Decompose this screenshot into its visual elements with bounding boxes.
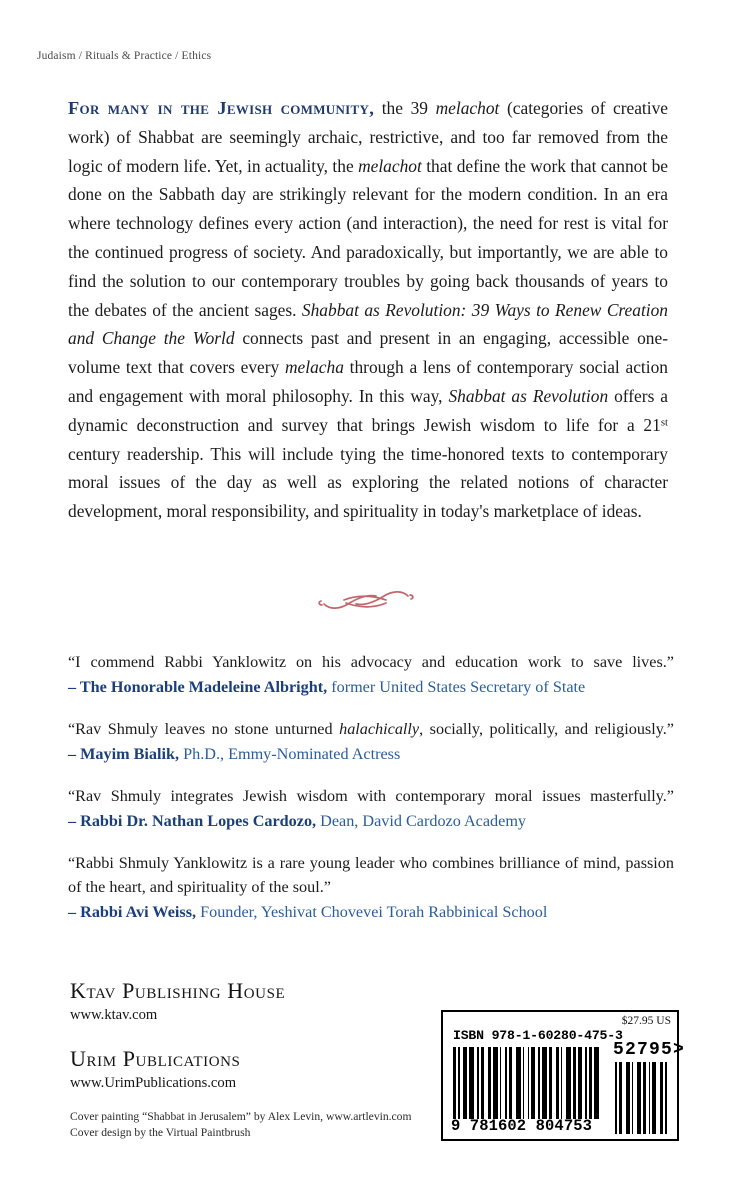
barcode-bar xyxy=(615,1062,617,1134)
credit-line: Cover painting “Shabbat in Jerusalem” by Alex Levin, www.artlevin.com xyxy=(70,1110,412,1123)
endorser-role: former United States Secretary of State xyxy=(327,678,586,696)
endorsement-attribution xyxy=(68,900,674,925)
barcode-bar xyxy=(573,1047,576,1119)
endorsements-list xyxy=(68,650,674,925)
publisher-spacer xyxy=(70,1026,430,1046)
price-label: $27.95 US xyxy=(621,1015,671,1027)
endorser-role: Ph.D., Emmy-Nominated Actress xyxy=(179,745,401,763)
barcode-bar xyxy=(589,1047,592,1119)
endorsement-item xyxy=(68,650,674,700)
endorser-role: Founder, Yeshivat Chovevei Torah Rabbinical School xyxy=(196,903,548,921)
barcode-bar xyxy=(542,1047,547,1119)
publisher-name: Ktav Publishing House xyxy=(70,978,286,1003)
decorative-flourish-icon xyxy=(0,583,732,617)
barcode-bar xyxy=(637,1062,640,1134)
barcode-bar xyxy=(477,1047,478,1119)
barcode-bar xyxy=(509,1047,512,1119)
description-lead-in: For many in the Jewish community, xyxy=(68,98,375,118)
barcode-bar xyxy=(561,1047,562,1119)
barcode-bar xyxy=(523,1047,524,1119)
endorser-name: – Mayim Bialik, xyxy=(68,745,180,763)
publisher-url[interactable]: www.ktav.com xyxy=(70,1007,158,1023)
endorsement-attribution xyxy=(68,742,674,767)
barcode-bar xyxy=(516,1047,521,1119)
publisher-url[interactable]: www.UrimPublications.com xyxy=(70,1075,237,1091)
barcode-bar xyxy=(453,1047,456,1119)
barcode-bar xyxy=(481,1047,484,1119)
barcode-bar xyxy=(458,1047,459,1119)
barcode-bar xyxy=(531,1047,534,1119)
barcode-bar xyxy=(619,1062,622,1134)
barcode-addon-digits: 52795> xyxy=(613,1040,686,1060)
publisher-name: Urim Publications xyxy=(70,1046,241,1071)
barcode-bar xyxy=(463,1047,466,1119)
endorser-name: – The Honorable Madeleine Albright, xyxy=(68,678,328,696)
endorsement-quote: “I commend Rabbi Yanklowitz on his advocacy and education work to save lives.” xyxy=(68,653,674,671)
barcode-bar xyxy=(594,1047,599,1119)
barcode-bar xyxy=(626,1062,629,1134)
endorser-name: – Rabbi Avi Weiss, xyxy=(68,903,197,921)
barcode-bar xyxy=(632,1062,634,1134)
barcode-ean-digits: 9 781602 804753 xyxy=(451,1117,593,1135)
barcode-bar xyxy=(549,1047,552,1119)
endorsement-item xyxy=(68,851,674,925)
endorsement-quote: “Rav Shmuly leaves no stone unturned halachically, socially, politically, and religiously.” xyxy=(68,720,674,738)
endorsement-quote: “Rabbi Shmuly Yanklowitz is a rare young leader who combines brilliance of mind, passion of the heart, and spirituality of the soul.” xyxy=(68,854,674,896)
barcode-bar xyxy=(505,1047,506,1119)
barcode-bar xyxy=(665,1062,667,1134)
barcode-addon-bars xyxy=(615,1062,669,1134)
barcode-bar xyxy=(556,1047,559,1119)
endorser-role: Dean, David Cardozo Academy xyxy=(316,812,527,830)
cover-credits xyxy=(70,1109,460,1141)
endorsement-item xyxy=(68,717,674,767)
barcode-bar xyxy=(660,1062,663,1134)
barcode-bar xyxy=(488,1047,491,1119)
endorsement-item xyxy=(68,784,674,834)
endorser-name: – Rabbi Dr. Nathan Lopes Cardozo, xyxy=(68,812,317,830)
barcode-bar xyxy=(538,1047,539,1119)
barcode-bar xyxy=(493,1047,498,1119)
endorsement-attribution xyxy=(68,675,674,700)
barcode-bar xyxy=(643,1062,646,1134)
isbn-number-label: ISBN 978-1-60280-475-3 xyxy=(453,1028,623,1043)
endorsement-quote: “Rav Shmuly integrates Jewish wisdom with contemporary moral issues masterfully.” xyxy=(68,787,674,805)
category-line: Judaism / Rituals & Practice / Ethics xyxy=(37,50,212,62)
description-paragraph xyxy=(68,94,668,526)
barcode-bar xyxy=(469,1047,474,1119)
publisher-block xyxy=(70,978,430,1094)
endorsement-attribution xyxy=(68,809,674,834)
description-rest: the 39 melachot (categories of creative work) of Shabbat are seemingly archaic, restrictive, and too far removed from the logic of modern life. Yet, in actuality, the melachot that define the work that cannot be done on the Sabbath day are strikingly relevant for the modern condition. In an era where technology defines every action (and interaction), the need for rest is vital for the continued progress of society. And paradoxically, but importantly, we are able to find the solution to our contemporary troubles by going back thousands of years to the debates of the ancient sages. Shabbat as Revolution: 39 Ways to Renew Creation and Change the World connects past and present in an engaging, accessible one-volume text that covers every melacha through a lens of contemporary social action and engagement with moral philosophy. In this way, Shabbat as Revolution offers a dynamic deconstruction and survey that brings Jewish wisdom to life for a 21st century readership. This will include tying the time-honored texts to contemporary moral issues of the day as well as exploring the related notions of character development, moral responsibility, and spirituality in today's marketplace of ideas. xyxy=(68,98,669,522)
barcode-bar xyxy=(500,1047,501,1119)
barcode-bar xyxy=(578,1047,581,1119)
barcode-main-bars xyxy=(453,1047,601,1119)
barcode-bar xyxy=(585,1047,586,1119)
isbn-barcode xyxy=(441,1010,686,1141)
credit-line: Cover design by the Virtual Paintbrush xyxy=(70,1126,251,1139)
barcode-bar xyxy=(566,1047,571,1119)
barcode-bar xyxy=(652,1062,655,1134)
barcode-bar xyxy=(528,1047,529,1119)
barcode-bar xyxy=(649,1062,651,1134)
